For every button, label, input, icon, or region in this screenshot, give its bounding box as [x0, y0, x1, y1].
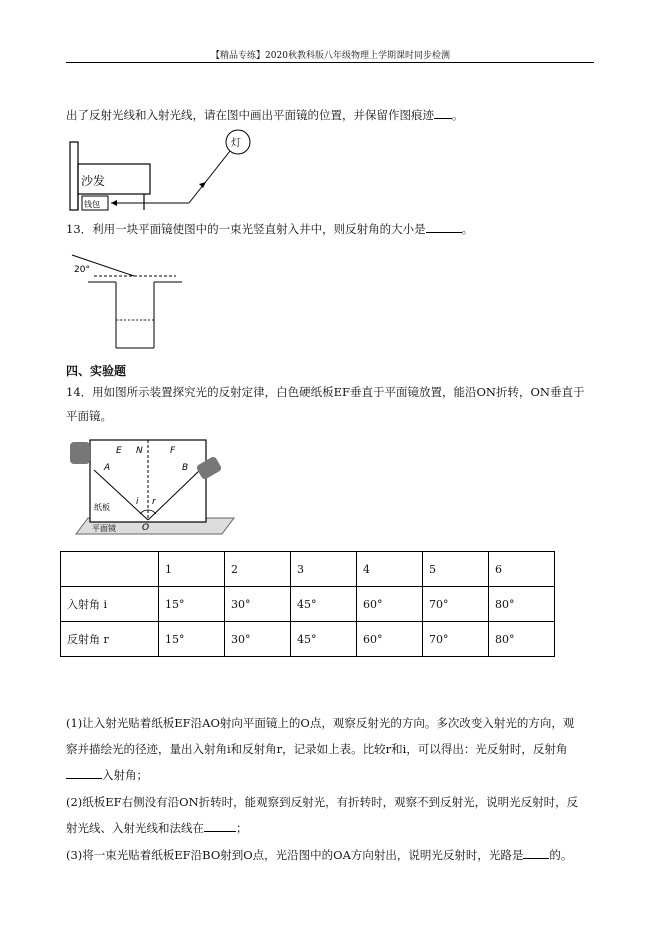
table-cell: 70° [423, 587, 489, 622]
table-cell: 70° [423, 622, 489, 657]
table-cell: 3 [291, 552, 357, 587]
table-cell: 60° [357, 587, 423, 622]
angle-label: 20° [74, 265, 90, 275]
fig14-reflection-apparatus [66, 434, 236, 546]
sub2-line2-text: 射光线、入射光线和法线在 [66, 821, 204, 835]
sofa-label: 沙发 [81, 174, 106, 188]
wallet-label: 钱包 [84, 200, 100, 209]
table-cell: 2 [225, 552, 291, 587]
sub1-line3-text: 入射角； [102, 768, 148, 782]
sub2-end: ； [236, 821, 248, 835]
fig12-sofa-diagram [66, 128, 266, 213]
table-cell: 入射角 i [61, 587, 159, 622]
section-title: 四、实验题 [66, 364, 127, 378]
sub1-line2: 察并描绘光的径迹，量出入射角i和反射角r，记录如上表。比较r和i，可以得出：光反射时，反射角 [66, 742, 568, 756]
table-row [61, 587, 555, 622]
label-A: A [104, 463, 111, 473]
table-cell: 15° [159, 587, 225, 622]
table-cell: 45° [291, 622, 357, 657]
table-cell: 1 [159, 552, 225, 587]
table-header-row [61, 552, 555, 587]
q13-text [66, 221, 473, 237]
q12-text [66, 107, 464, 123]
table-cell: 反射角 r [61, 622, 159, 657]
q12-blank[interactable] [434, 107, 452, 119]
sub3-text: (3)将一束光贴着纸板EF沿BO射到O点，光沿图中的OA方向射出，说明光反射时，光路是 [66, 848, 524, 862]
mirror-label: 平面镜 [92, 524, 116, 533]
sub3-line [66, 847, 572, 863]
q12-body: 出了反射光线和入射光线，请在图中画出平面镜的位置，并保留作图痕迹 [66, 108, 434, 122]
header-rule [66, 62, 594, 63]
q13-blank[interactable] [426, 221, 462, 233]
label-i: i [136, 497, 139, 507]
label-E: E [116, 446, 122, 456]
table-cell: 60° [357, 622, 423, 657]
label-F: F [170, 446, 176, 456]
data-table [60, 551, 555, 657]
table-cell: 45° [291, 587, 357, 622]
sub2-line2 [66, 820, 248, 836]
q14-line2: 平面镜。 [66, 409, 112, 423]
fig13-well-diagram [66, 250, 196, 350]
table-cell: 5 [423, 552, 489, 587]
sub1-blank[interactable] [66, 767, 102, 779]
table-cell: 80° [489, 587, 555, 622]
label-B: B [182, 463, 189, 473]
sub3-blank[interactable] [523, 847, 549, 859]
q12-end: 。 [452, 108, 464, 122]
board-label: 纸板 [94, 503, 110, 512]
q13-body: 13．利用一块平面镜使图中的一束光竖直射入井中，则反射角的大小是 [66, 222, 426, 236]
sub1-line3 [66, 767, 148, 783]
label-r: r [152, 497, 156, 507]
lamp-label: 灯 [231, 138, 241, 149]
sub3-end: 的。 [549, 848, 573, 862]
q14-line1: 14．用如图所示装置探究光的反射定律，白色硬纸板EF垂直于平面镜放置，能沿ON折转，ON垂直于 [66, 385, 585, 399]
sub2-line1: (2)纸板EF右侧没有沿ON折转时，能观察到反射光，有折转时，观察不到反射光，说明光反射时，反 [66, 795, 579, 809]
sub1-line1: (1)让入射光贴着纸板EF沿AO射向平面镜上的O点，观察反射光的方向。多次改变入射光的方向，观 [66, 716, 575, 730]
page-header: 【精品专练】2020秋教科版八年级物理上学期课时同步检测 [211, 51, 450, 61]
q13-end: 。 [461, 222, 474, 236]
table-row [61, 622, 555, 657]
table-cell: 15° [159, 622, 225, 657]
table-cell: 4 [357, 552, 423, 587]
sub2-blank[interactable] [204, 820, 236, 832]
table-cell: 30° [225, 622, 291, 657]
table-cell: 6 [489, 552, 555, 587]
label-O: O [142, 523, 150, 533]
table-cell: 30° [225, 587, 291, 622]
label-N: N [136, 446, 143, 456]
table-cell: 80° [489, 622, 555, 657]
table-cell [61, 552, 159, 587]
